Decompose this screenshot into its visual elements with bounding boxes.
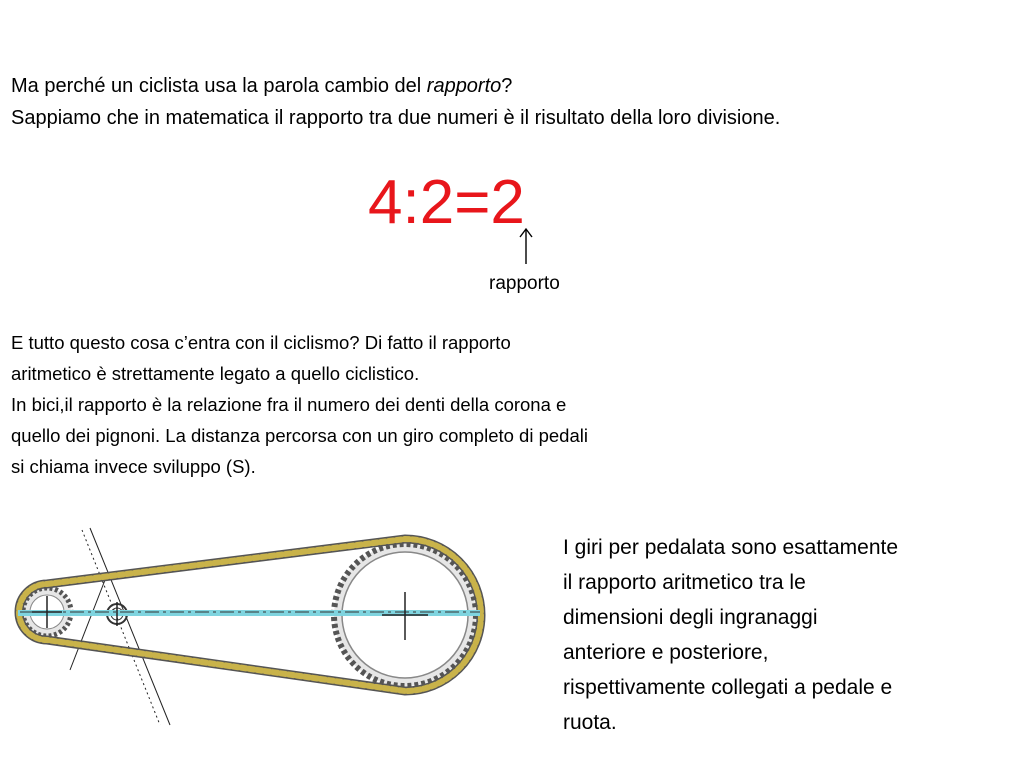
rapporto-label: rapporto — [489, 273, 560, 294]
side-line-6: ruota. — [563, 711, 617, 734]
para-line-5: si chiama invece sviluppo (S). — [11, 456, 256, 477]
side-explanation — [563, 530, 1003, 740]
emphasis-rapporto: rapporto — [426, 75, 502, 97]
explanation-paragraph — [11, 327, 751, 482]
chain-drive-diagram — [10, 520, 490, 730]
intro-line-2: Sappiamo che in matematica il rapporto tra due numeri è il risultato della loro divisione. — [11, 107, 781, 129]
intro-text — [11, 70, 780, 134]
side-line-5: rispettivamente collegati a pedale e — [563, 676, 893, 699]
para-line-2: aritmetico è strettamente legato a quello ciclistico. — [11, 363, 420, 384]
intro-line-1: Ma perché un ciclista usa la parola cambio del rapporto? — [11, 75, 513, 97]
para-line-1: E tutto questo cosa c’entra con il ciclismo? Di fatto il rapporto — [11, 332, 511, 353]
para-line-3: In bici,il rapporto è la relazione fra il numero dei denti della corona e — [11, 394, 567, 415]
side-line-2: il rapporto aritmetico tra le — [563, 571, 806, 594]
up-arrow-icon — [511, 226, 541, 266]
side-line-3: dimensioni degli ingranaggi — [563, 606, 818, 629]
para-line-4: quello dei pignoni. La distanza percorsa con un giro completo di pedali — [11, 425, 588, 446]
side-line-4: anteriore e posteriore, — [563, 641, 769, 664]
side-line-1: I giri per pedalata sono esattamente — [563, 536, 899, 559]
ratio-formula: 4:2=2 — [368, 168, 525, 237]
